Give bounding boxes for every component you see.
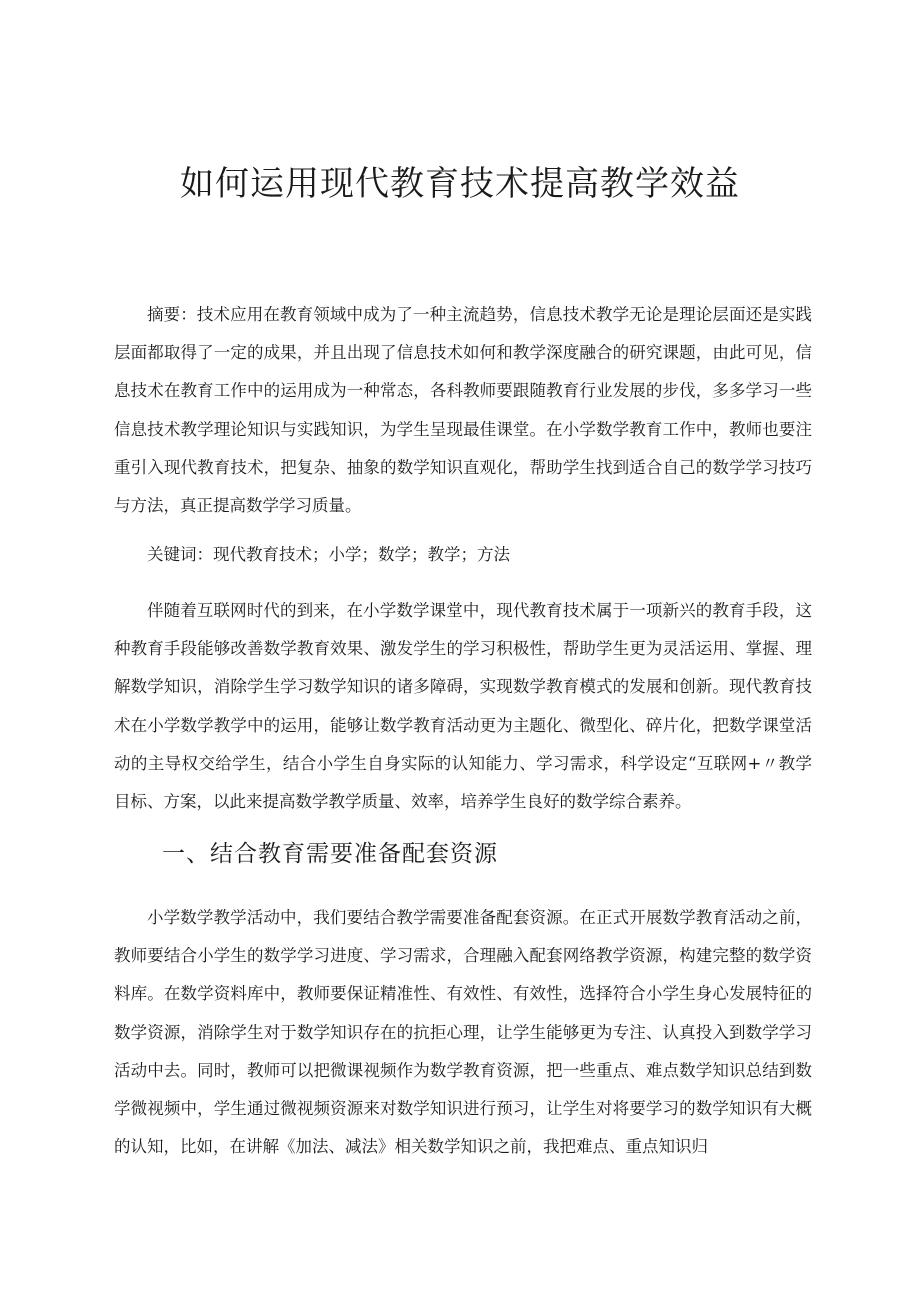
section-1-paragraph: 小学数学教学活动中，我们要结合教学需要准备配套资源。在正式开展数学教育活动之前，教师要结合小学生的数学学习进度、学习需求，合理融入配套网络教学资源，构建完整的数学资料库。在数学资料库中，教师要保证精准性、有效性、有效性，选择符合小学生身心发展特征的数学资源，消除学生对于数学知识存在的抗拒心理，让学生能够更为专注、认真投入到数学学习活动中去。同时，教师可以把微课视频作为数学教育资源，把一些重点、难点数学知识总结到数学微视频中，学生通过微视频资源来对数学知识进行预习，让学生对将要学习的数学知识有大概的认知，比如，在讲解《加法、减法》相关数学知识之前，我把难点、重点知识归 [114, 908, 812, 1157]
section-heading-1: 一、结合教育需要准备配套资源 [162, 841, 498, 867]
abstract-paragraph: 摘要：技术应用在教育领域中成为了一种主流趋势，信息技术教学无论是理论层面还是实践层面都取得了一定的成果，并且出现了信息技术如何和教学深度融合的研究课题，由此可见，信息技术在教育工作中的运用成为一种常态，各科教师要跟随教育行业发展的步伐，多多学习一些信息技术教学理论知识与实践知识，为学生呈现最佳课堂。在小学数学教育工作中，教师也要注重引入现代教育技术，把复杂、抽象的数学知识直观化，帮助学生找到适合自己的数学学习技巧与方法，真正提高数学学习质量。 [114, 305, 812, 516]
intro-paragraph: 伴随着互联网时代的到来，在小学数学课堂中，现代教育技术属于一项新兴的教育手段，这种教育手段能够改善数学教育效果、激发学生的学习积极性，帮助学生更为灵活运用、掌握、理解数学知识，消除学生学习数学知识的诸多障碍，实现数学教育模式的发展和创新。现代教育技术在小学数学教学中的运用，能够让数学教育活动更为主题化、微型化、碎片化，把数学课堂活动的主导权交给学生，结合小学生自身实际的认知能力、学习需求，科学设定“互联网+〃教学目标、方案，以此来提高数学教学质量、效率，培养学生良好的数学综合素养。 [114, 601, 812, 812]
document-title: 如何运用现代教育技术提高教学效益 [180, 164, 740, 204]
keywords-line: 关键词：现代教育技术；小学；数学；教学；方法 [147, 545, 510, 564]
